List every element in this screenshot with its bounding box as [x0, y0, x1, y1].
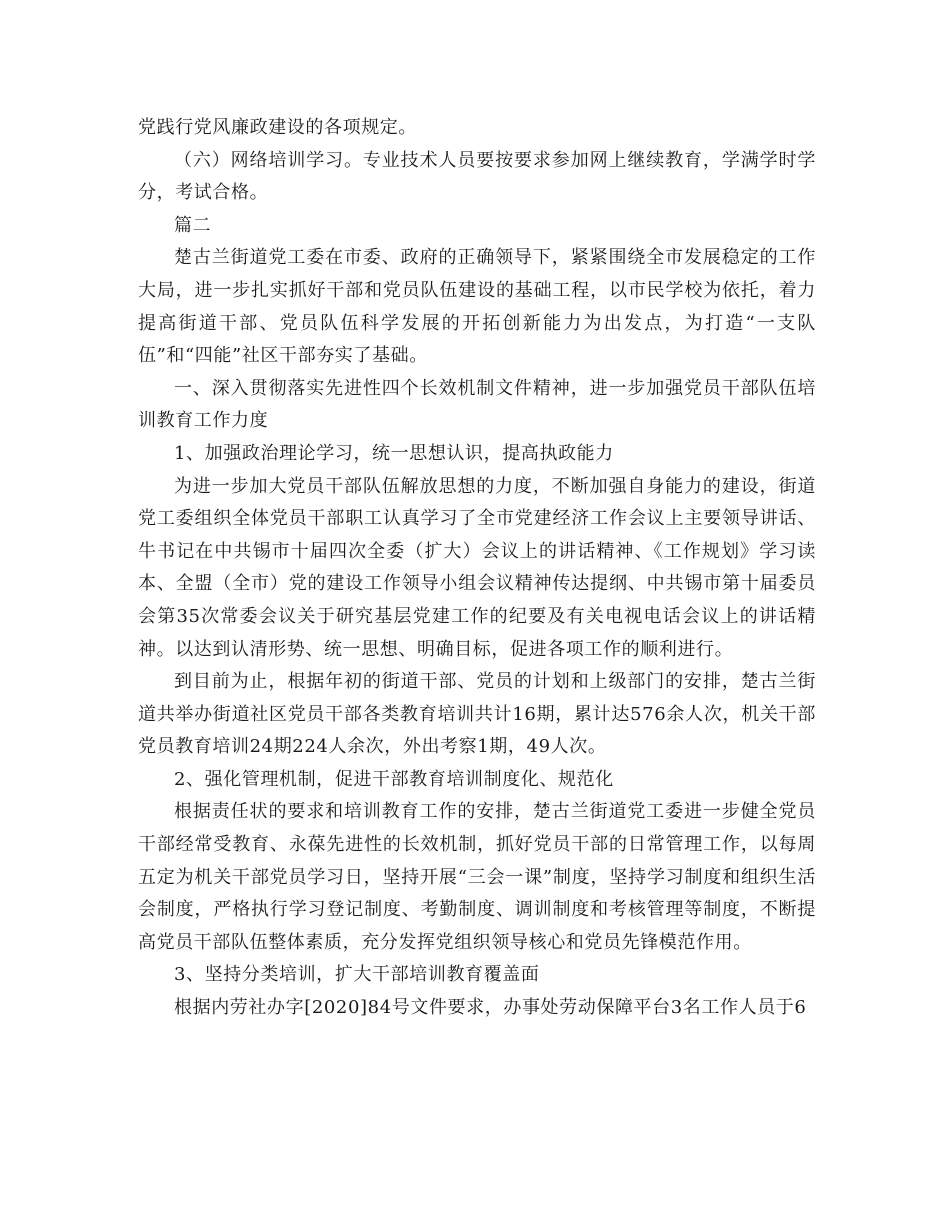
section-heading: 篇二: [174, 214, 212, 236]
paragraph: 根据责任状的要求和培训教育工作的安排，楚古兰街道党工委进一步健全党员干部经常受教育、永葆先进性的长效机制，抓好党员干部的日常管理工作，以每周五定为机关干部党员学习日，坚持开展“三会一课”制度，坚持学习制度和组织生活会制度，严格执行学习登记制度、考勤制度、调训制度和考核管理等制度，不断提高党员干部队伍整体素质，充分发挥党组织领导核心和党员先锋模范作用。: [138, 801, 816, 953]
paragraph: （六）网络培训学习。专业技术人员要按要求参加网上继续教育，学满学时学分，考试合格。: [138, 149, 816, 204]
section-heading: 一、深入贯彻落实先进性四个长效机制文件精神，进一步加强党员干部队伍培训教育工作力度: [138, 377, 816, 432]
document-body: [138, 112, 816, 1025]
paragraph: 根据内劳社办字[2020]84号文件要求，办事处劳动保障平台3名工作人员于6: [174, 997, 807, 1019]
subsection-heading: 1、加强政治理论学习，统一思想认识，提高执政能力: [174, 442, 614, 464]
paragraph: 楚古兰街道党工委在市委、政府的正确领导下，紧紧围绕全市发展稳定的工作大局，进一步扎实抓好干部和党员队伍建设的基础工程，以市民学校为依托，着力提高街道干部、党员队伍科学发展的开拓创新能力为出发点，为打造“一支队伍”和“四能”社区干部夯实了基础。: [138, 247, 816, 367]
subsection-heading: 2、强化管理机制，促进干部教育培训制度化、规范化: [174, 768, 614, 790]
paragraph: 到目前为止，根据年初的街道干部、党员的计划和上级部门的安排，楚古兰街道共举办街道社区党员干部各类教育培训共计16期，累计达576余人次，机关干部党员教育培训24期224人余次，外出考察1期，49人次。: [138, 671, 816, 758]
paragraph: 为进一步加大党员干部队伍解放思想的力度，不断加强自身能力的建设，街道党工委组织全体党员干部职工认真学习了全市党建经济工作会议上主要领导讲话、牛书记在中共锡市十届四次全委（扩大）会议上的讲话精神、《工作规划》学习读本、全盟（全市）党的建设工作领导小组会议精神传达提纲、中共锡市第十届委员会第35次常委会议关于研究基层党建工作的纪要及有关电视电话会议上的讲话精神。以达到认清形势、统一思想、明确目标，促进各项工作的顺利进行。: [138, 475, 816, 660]
subsection-heading: 3、坚持分类培训，扩大干部培训教育覆盖面: [174, 964, 540, 986]
paragraph: 党践行党风廉政建设的各项规定。: [138, 117, 417, 138]
